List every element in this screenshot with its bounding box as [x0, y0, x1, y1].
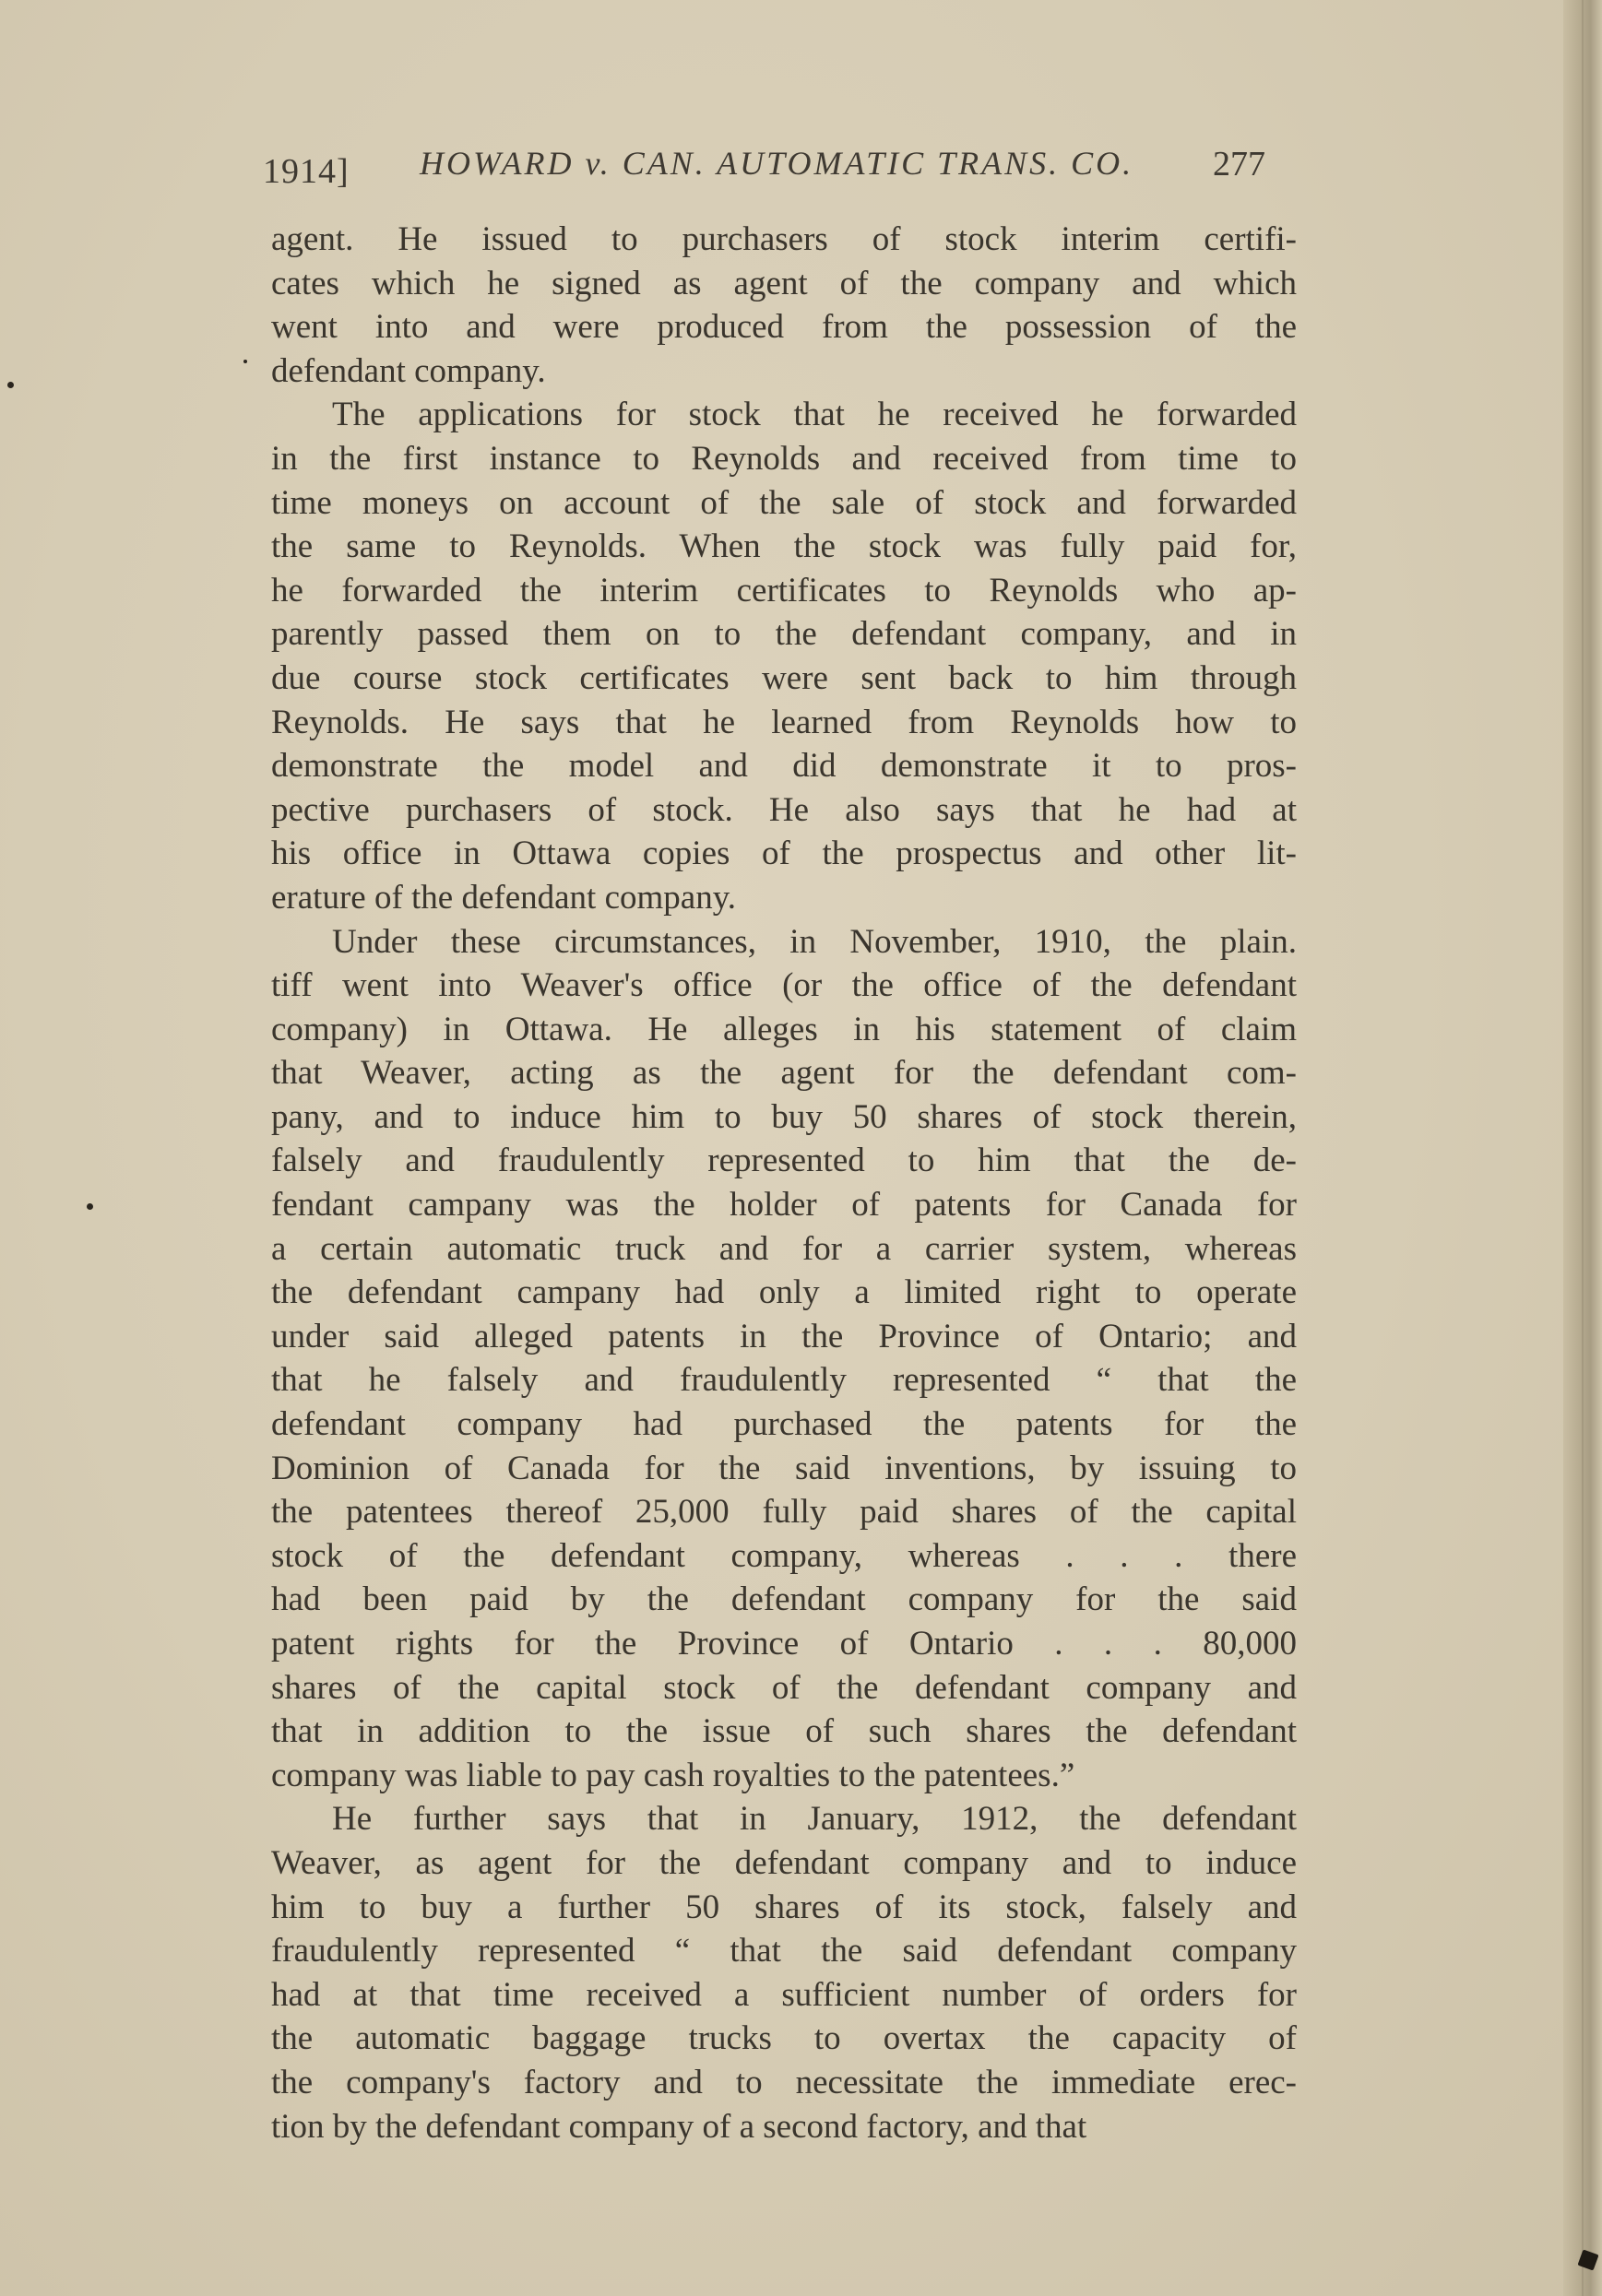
text-line: Reynolds. He says that he learned from Reynolds how to	[271, 703, 1297, 741]
text-line: a certain automatic truck and for a carrier system, whereas	[271, 1229, 1297, 1268]
text-line: stock of the defendant company, whereas . . . there	[271, 1536, 1297, 1575]
body-text	[271, 218, 1297, 2148]
text-line: the company's factory and to necessitate the immediate erec-	[271, 2063, 1297, 2101]
paragraph-first-line: agent. He issued to purchasers of stock interim certifi-	[271, 220, 1297, 258]
text-line: company was liable to pay cash royalties to the patentees.”	[271, 1756, 1075, 1794]
print-speck	[7, 382, 14, 388]
text-line: falsely and fraudulently represented to him that the de-	[271, 1142, 1297, 1180]
text-line: had been paid by the defendant company for the said	[271, 1580, 1297, 1619]
text-line: fraudulently represented “ that the said defendant company	[271, 1932, 1297, 1971]
text-line: in the first instance to Reynolds and received from time to	[271, 439, 1297, 478]
text-line: the patentees thereof 25,000 fully paid shares of the capital	[271, 1493, 1297, 1532]
text-line: time moneys on account of the sale of stock and forwarded	[271, 483, 1297, 522]
text-line: Weaver, as agent for the defendant company and to induce	[271, 1843, 1297, 1882]
text-line: the automatic baggage trucks to overtax the capacity of	[271, 2019, 1297, 2058]
text-line: that in addition to the issue of such shares the defendant	[271, 1712, 1297, 1751]
text-line: Dominion of Canada for the said inventions, by issuing to	[271, 1449, 1297, 1487]
text-line: had at that time received a sufficient number of orders for	[271, 1975, 1297, 2014]
text-line: defendant company.	[271, 351, 546, 390]
print-speck	[87, 1203, 93, 1210]
text-line: that he falsely and fraudulently represented “ that the	[271, 1361, 1297, 1400]
text-line: the same to Reynolds. When the stock was fully paid for,	[271, 527, 1297, 566]
page-number: 277	[1213, 145, 1265, 183]
text-line: fendant campany was the holder of patents for Canada for	[271, 1186, 1297, 1225]
text-line: demonstrate the model and did demonstrate it to pros-	[271, 747, 1297, 786]
running-header	[263, 138, 1287, 194]
paragraph-first-line: Under these circumstances, in November, 1910, the plain.	[332, 922, 1297, 961]
text-line: tion by the defendant company of a second factory, and that	[271, 2107, 1087, 2146]
text-line: went into and were produced from the possession of the	[271, 308, 1297, 347]
text-line: pective purchasers of stock. He also says that he had at	[271, 790, 1297, 829]
gutter-line	[1582, 0, 1584, 2296]
text-line: tiff went into Weaver's office (or the office of the defendant	[271, 966, 1297, 1005]
print-speck	[243, 360, 247, 363]
text-line: the defendant campany had only a limited right to operate	[271, 1273, 1297, 1312]
text-line: pany, and to induce him to buy 50 shares of stock therein,	[271, 1097, 1297, 1136]
header-year: 1914]	[263, 152, 350, 191]
paragraph-first-line: He further says that in January, 1912, the defendant	[332, 1800, 1297, 1839]
text-line: his office in Ottawa copies of the prospectus and other lit-	[271, 834, 1297, 873]
text-line: shares of the capital stock of the defendant company and	[271, 1668, 1297, 1707]
header-case-title: HOWARD v. CAN. AUTOMATIC TRANS. CO.	[420, 145, 1134, 182]
text-line: erature of the defendant company.	[271, 878, 737, 917]
text-line: that Weaver, acting as the agent for the defendant com-	[271, 1054, 1297, 1093]
text-line: cates which he signed as agent of the company and which	[271, 264, 1297, 302]
text-line: he forwarded the interim certificates to Reynolds who ap-	[271, 571, 1297, 610]
text-line: patent rights for the Province of Ontario . . . 80,000	[271, 1625, 1297, 1663]
text-line: under said alleged patents in the Province of Ontario; and	[271, 1317, 1297, 1355]
text-line: him to buy a further 50 shares of its stock, falsely and	[271, 1888, 1297, 1926]
text-line: company) in Ottawa. He alleges in his statement of claim	[271, 1010, 1297, 1048]
paragraph-first-line: The applications for stock that he received he forwarded	[332, 396, 1297, 434]
text-line: due course stock certificates were sent back to him through	[271, 658, 1297, 697]
text-line: defendant company had purchased the patents for the	[271, 1405, 1297, 1444]
text-line: parently passed them on to the defendant company, and in	[271, 615, 1297, 654]
